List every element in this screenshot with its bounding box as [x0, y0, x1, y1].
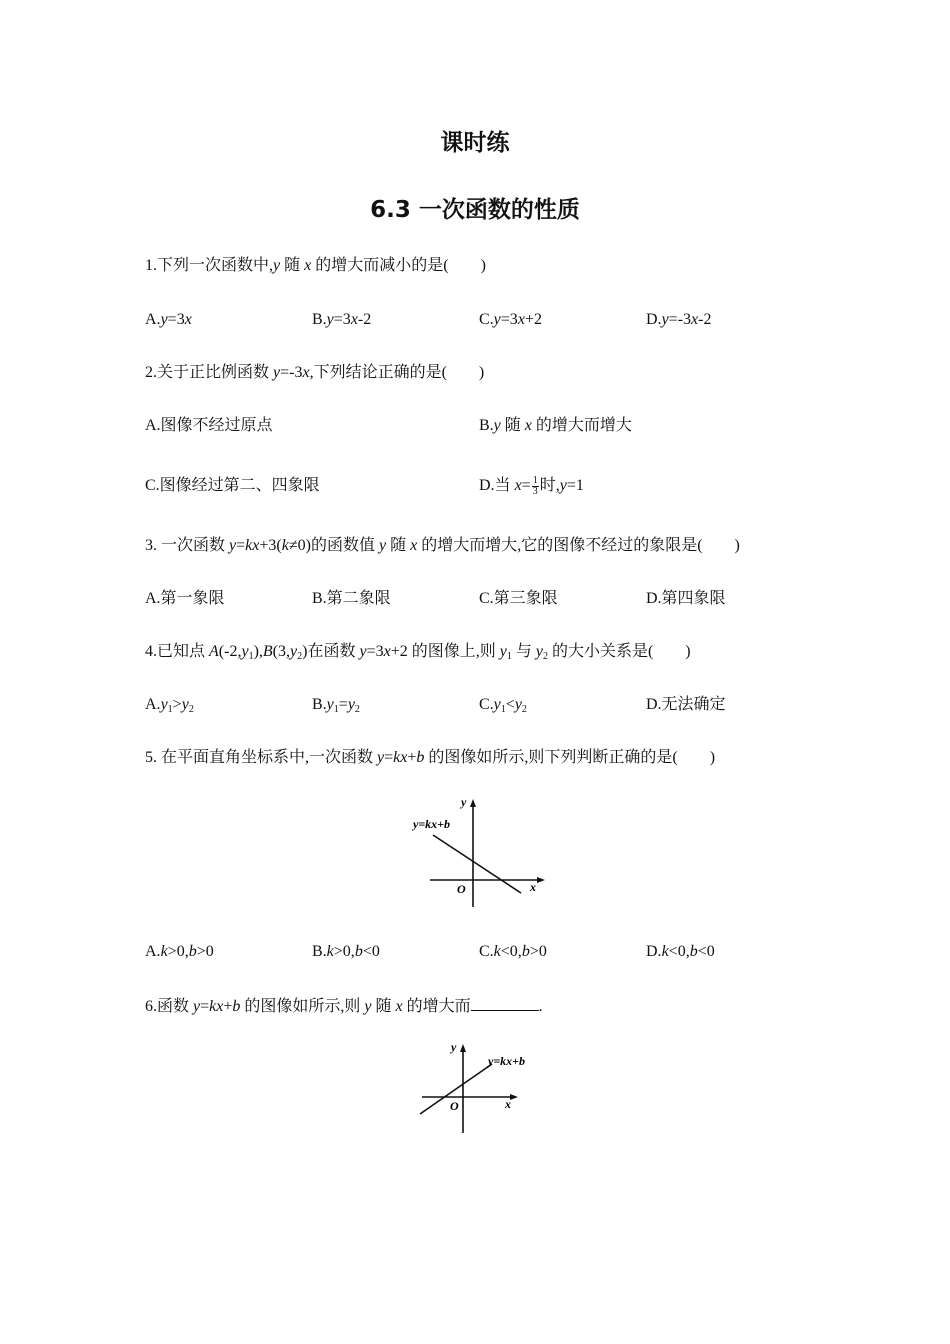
- question-3-option-c[interactable]: C.第三象限: [479, 590, 558, 607]
- line-label: y=kx+b: [413, 817, 451, 831]
- function-line: [433, 835, 521, 893]
- y-axis-arrow-icon: [460, 1044, 466, 1052]
- fraction-one-third: $\frac{1}{3}$: [532, 475, 538, 497]
- question-2-stem: 2.关于正比例函数 y=-3x,下列结论正确的是( ): [145, 364, 485, 381]
- line-label: y=kx+b: [488, 1054, 526, 1068]
- question-2-option-a[interactable]: A.图像不经过原点: [145, 417, 273, 434]
- question-2-option-d[interactable]: D.当 x= $\frac{1}{3}$ 时,y=1: [479, 475, 584, 497]
- section-title: 6.3 一次函数的性质: [370, 197, 580, 223]
- x-axis-label: x: [505, 1097, 511, 1111]
- question-1-stem: 1.下列一次函数中,y 随 x 的增大而减小的是( ): [145, 257, 486, 274]
- origin-label: O: [450, 1099, 459, 1113]
- y-axis-label: y: [451, 1040, 457, 1054]
- worksheet-title: 课时练: [440, 130, 510, 156]
- question-1-option-b[interactable]: B.y=3x-2: [312, 311, 372, 328]
- origin-label: O: [457, 882, 466, 896]
- question-4-option-d[interactable]: D.无法确定: [646, 696, 726, 713]
- question-3-option-b[interactable]: B.第二象限: [312, 590, 391, 607]
- x-axis-label: x: [530, 880, 536, 894]
- question-3-option-d[interactable]: D.第四象限: [646, 590, 726, 607]
- question-6-stem: 6.函数 y=kx+b 的图像如所示,则 y 随 x 的增大而 .: [145, 998, 543, 1015]
- question-1-option-c[interactable]: C.y=3x+2: [479, 311, 542, 328]
- y-axis-arrow-icon: [470, 799, 476, 807]
- question-5-option-d[interactable]: D.k<0,b<0: [646, 943, 715, 960]
- question-2-option-c[interactable]: C.图像经过第二、四象限: [145, 477, 320, 494]
- question-4-option-c[interactable]: $C.y_1<y_2$: [479, 696, 527, 715]
- x-axis-arrow-icon: [537, 877, 545, 883]
- answer-blank[interactable]: [471, 996, 539, 1011]
- question-1-option-d[interactable]: D.y=-3x-2: [646, 311, 712, 328]
- question-2-option-b[interactable]: B.y 随 x 的增大而增大: [479, 417, 632, 434]
- question-6-graph: [410, 1038, 545, 1138]
- question-3-option-a[interactable]: A.第一象限: [145, 590, 225, 607]
- question-4-option-b[interactable]: $B.y_1=y_2$: [312, 696, 360, 715]
- question-1-option-a[interactable]: A.y=3x: [145, 311, 192, 328]
- question-5-option-b[interactable]: B.k>0,b<0: [312, 943, 380, 960]
- question-5-option-c[interactable]: C.k<0,b>0: [479, 943, 547, 960]
- x-axis-arrow-icon: [510, 1094, 518, 1100]
- question-5-option-a[interactable]: A.k>0,b>0: [145, 943, 214, 960]
- question-4-option-a[interactable]: $A.y_1>y_2$: [145, 696, 194, 715]
- question-5-stem: 5. 在平面直角坐标系中,一次函数 y=kx+b 的图像如所示,则下列判断正确的是( ): [145, 749, 716, 766]
- question-4-stem: 4.已知点 $A(-2,y_1),B(3,y_2)$在函数 y=3x+2 的图像上,则 $y_1$ 与 $y_2$ 的大小关系是( ): [145, 643, 691, 662]
- y-axis-label: y: [461, 795, 467, 809]
- question-3-stem: 3. 一次函数 y=kx+3(k≠0)的函数值 y 随 x 的增大而增大,它的图像不经过的象限是( ): [145, 537, 740, 554]
- question-5-graph: [405, 795, 550, 910]
